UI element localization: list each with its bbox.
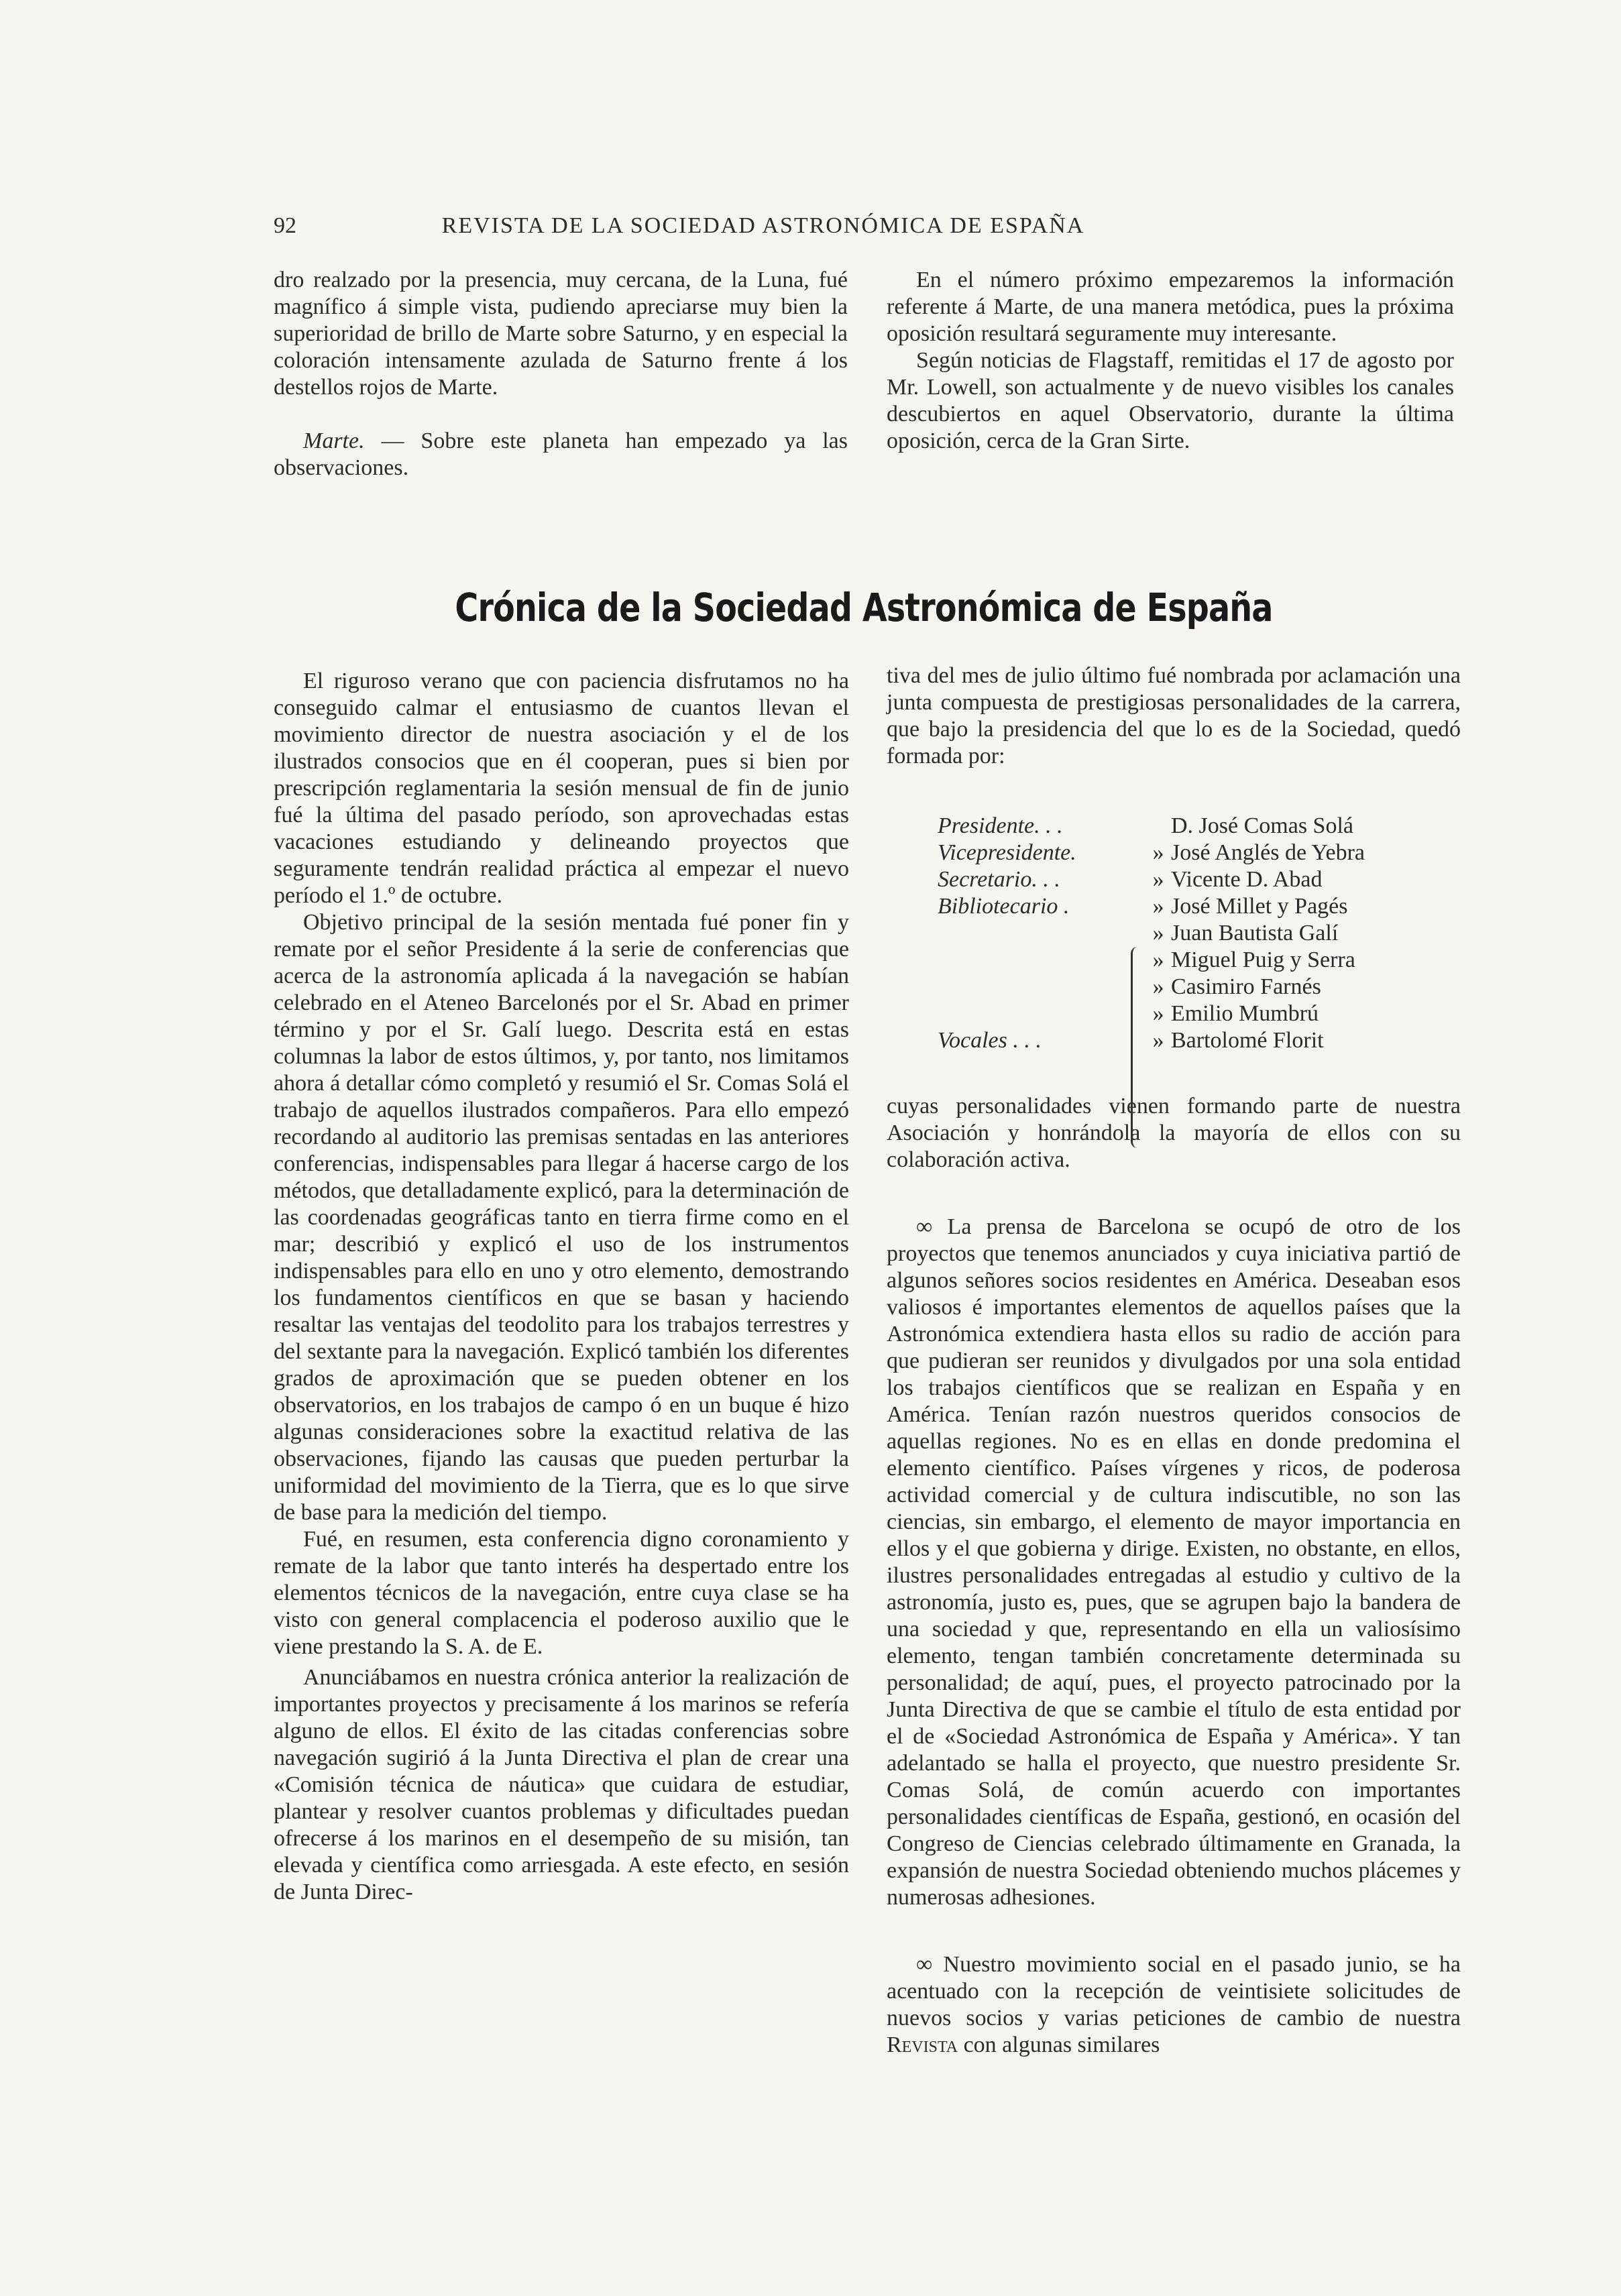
committee-name: José Anglés de Yebra [1171, 840, 1365, 865]
committee-name: Juan Bautista Galí [1171, 921, 1339, 945]
mars-text: — Sobre este planeta han empezado ya las observaciones. [274, 428, 848, 480]
paragraph: Según noticias de Flagstaff, remitidas el 17 de agosto por Mr. Lowell, son actualmente y de nuevo visibles los canales descubiertos en aquel Observatorio, durante la última oposición, cerca de la Gran Sirte. [887, 348, 1454, 453]
section-title: Crónica de la Sociedad Astronómica de España [455, 585, 1273, 630]
ditto-mark: » [1152, 867, 1164, 892]
committee-row [938, 893, 1461, 920]
paragraph: Objetivo principal de la sesión mentada fué poner fin y remate por el señor Presidente á la serie de conferencias que acerca de la astronomía aplicada á la navegación se habían celebrado en el Ateneo Barcelonés por el Sr. Abad en primer término y por el Sr. Galí luego. Descrita está en estas columnas la labor de estos últimos, y, por tanto, nos limitamos ahora á detallar cómo completó y resumió el Sr. Comas Solá el trabajo de aquellos ilustrados compañeros. Para ello empezó recordando al auditorio las premisas sentadas en las anteriores conferencias, indispensables para llegar á hacerse cargo de los métodos, que detalladamente explicó, para la determinación de las coordenadas geográficas tanto en tierra firme como en el mar; describió y explicó el uso de los instrumentos indispensables para ello en uno y otro elemento, demostrando los fundamentos científicos en que se basan y haciendo resaltar las ventajas del teodolito para los trabajos terrestres y del sextante para la navegación. Explicó también los diferentes grados de aproximación que se pueden obtener en los observatorios, en los trabajos de campo ó en un buque é hizo algunas consideraciones sobre la exactitud relativa de las observaciones, fijando las causas que pueden perturbar la uniformidad del movimiento de la Tierra, que es lo que sirve de base para la medición del tiempo. [274, 910, 849, 1525]
paragraph: Anunciábamos en nuestra crónica anterior la realización de importantes proyectos y precisamente á los marinos se refería alguno de ellos. El éxito de las citadas conferencias sobre navegación sugirió á la Junta Directiva el plan de crear una «Comisión técnica de náutica» que cuidara de estudiar, plantear y resolver cuantos problemas y dificultades puedan ofrecerse á los marinos en el desempeño de su misión, tan elevada y científica como arriesgada. A este efecto, en sesión de Junta Direc- [274, 1665, 849, 1904]
committee-row [938, 840, 1461, 866]
committee-row [1145, 1027, 1355, 1054]
paragraph: El riguroso verano que con paciencia disfrutamos no ha conseguido calmar el entusiasmo de cuantos llevan el movimiento director de nuestra asociación y el de los ilustrados consocios que en él cooperan, pues si bien por prescripción reglamentaria la sesión mensual de fin de junio fué la última del pasado período, son aprovechadas estas vacaciones estudiando y delineando proyectos que seguramente tendrán realidad práctica al empezar el nuevo período el 1.º de octubre. [274, 669, 849, 908]
committee-row [1145, 974, 1355, 1000]
paragraph: ∞ La prensa de Barcelona se ocupó de otro de los proyectos que tenemos anunciados y cuya iniciativa partió de algunos señores socios residentes en América. Deseaban esos valiosos é importantes elementos de aquellos países que la Astronómica extendiera hasta ellos su radio de acción para que pudieran ser reunidos y divulgados por una sola entidad los trabajos científicos que se realizan en España y en América. Tenían razón nuestros queridos consocios de aquellas regiones. No es en ellas en donde predomina el elemento científico. Países vírgenes y ricos, de poderosa actividad comercial y de cultura indiscutible, no son las ciencias, sin embargo, el elemento de mayor importancia en ellos y el que gobierna y dirige. Existen, no obstante, en ellos, ilustres personalidades entregadas al estudio y cultivo de la astronomía, justo es, pues, que se agrupen bajo la bandera de una sociedad y que, representando en ella un valiosísimo elemento, tengan también concretamente determinada su personalidad; de aquí, pues, el proyecto patrocinado por la Junta Directiva de que se cambie el título de esta entidad por el de «Sociedad Astronómica de España y América». Y tan adelantado se halla el proyecto, que nuestro presidente Sr. Comas Solá, de común acuerdo con importantes personalidades científicas de España, gestionó, en ocasión del Congreso de Ciencias celebrado últimamente en Granada, la expansión de nuestra Sociedad obteniendo muchos plácemes y numerosas adhesiones. [887, 1214, 1461, 1910]
page-number: 92 [274, 213, 296, 238]
paragraph: dro realzado por la presencia, muy cercana, de la Luna, fué magnífico á simple vista, pudiendo apreciarse muy bien la superioridad de brillo de Marte sobre Saturno, y en especial la coloración intensamente azulada de Saturno frente á los destellos rojos de Marte. [274, 268, 848, 400]
bottom-left-column [274, 668, 849, 1906]
committee-name: D. José Comas Solá [1171, 813, 1353, 838]
vocales-group [938, 920, 1461, 1054]
ditto-mark: » [1152, 1028, 1164, 1053]
committee-name: Vicente D. Abad [1171, 867, 1323, 892]
committee-name: Emilio Mumbrú [1171, 1001, 1319, 1026]
ditto-mark: » [1152, 1001, 1164, 1026]
committee-role: Vicepresidente. [938, 840, 1076, 865]
ditto-mark [1145, 813, 1171, 840]
paragraph-text: ∞ Nuestro movimiento social en el pasado junio, se ha acentuado con la recepción de veintisiete solicitudes de nuevos socios y varias peticiones de cambio de nuestra [887, 1952, 1461, 2030]
committee-name: Casimiro Farnés [1171, 974, 1321, 999]
committee-row [938, 813, 1461, 840]
journal-title: REVISTA DE LA SOCIEDAD ASTRONÓMICA DE ESPAÑA [441, 213, 1085, 238]
vocales-names [1145, 920, 1355, 1054]
ditto-mark: » [1152, 921, 1164, 945]
running-head [274, 213, 1253, 247]
revista-smallcaps: Revista [887, 2032, 958, 2057]
committee-name: Miguel Puig y Serra [1171, 948, 1355, 972]
paragraph [887, 1951, 1461, 2059]
committee-row [1145, 920, 1355, 947]
paragraph: tiva del mes de julio último fué nombrada por aclamación una junta compuesta de prestigiosas personalidades de la carrera, que bajo la presidencia del que lo es de la Sociedad, quedó formada por: [887, 663, 1461, 768]
paragraph: cuyas personalidades vienen formando parte de nuestra Asociación y honrándola la mayoría de ellos con su colaboración activa. [887, 1094, 1461, 1172]
committee-name: Bartolomé Florit [1171, 1028, 1324, 1053]
paragraph: Fué, en resumen, esta conferencia digno coronamiento y remate de la labor que tanto interés ha despertado entre los elementos técnicos de la navegación, entre cuya clase se ha visto con general complacencia el poderoso auxilio que le viene prestando la S. A. de E. [274, 1527, 849, 1659]
committee-row [1145, 947, 1355, 974]
ditto-mark: » [1152, 974, 1164, 999]
paragraph: En el número próximo empezaremos la información referente á Marte, de una manera metódica, pues la próxima oposición resultará seguramente muy interesante. [887, 268, 1454, 346]
committee-role: Secretario. . . [938, 867, 1060, 892]
vocales-label-cell [938, 920, 1145, 1054]
committee-role: Bibliotecario . [938, 894, 1070, 919]
paragraph-text: con algunas similares [958, 2032, 1160, 2057]
ditto-mark: » [1152, 948, 1164, 972]
committee-row [1145, 1000, 1355, 1027]
top-right-column [887, 267, 1454, 455]
vocales-label: Vocales . . . [938, 1028, 1042, 1053]
bottom-right-column [887, 663, 1461, 2059]
brace-icon [1131, 947, 1142, 1148]
top-left-column [274, 267, 848, 481]
mars-heading: Marte. [303, 428, 365, 453]
committee-row [938, 866, 1461, 893]
committee-role: Presidente. . . [938, 813, 1063, 838]
committee-name: José Millet y Pagés [1171, 894, 1348, 919]
paragraph [274, 428, 848, 481]
ditto-mark: » [1152, 840, 1164, 865]
ditto-mark: » [1152, 894, 1164, 919]
committee-list [938, 813, 1461, 1054]
